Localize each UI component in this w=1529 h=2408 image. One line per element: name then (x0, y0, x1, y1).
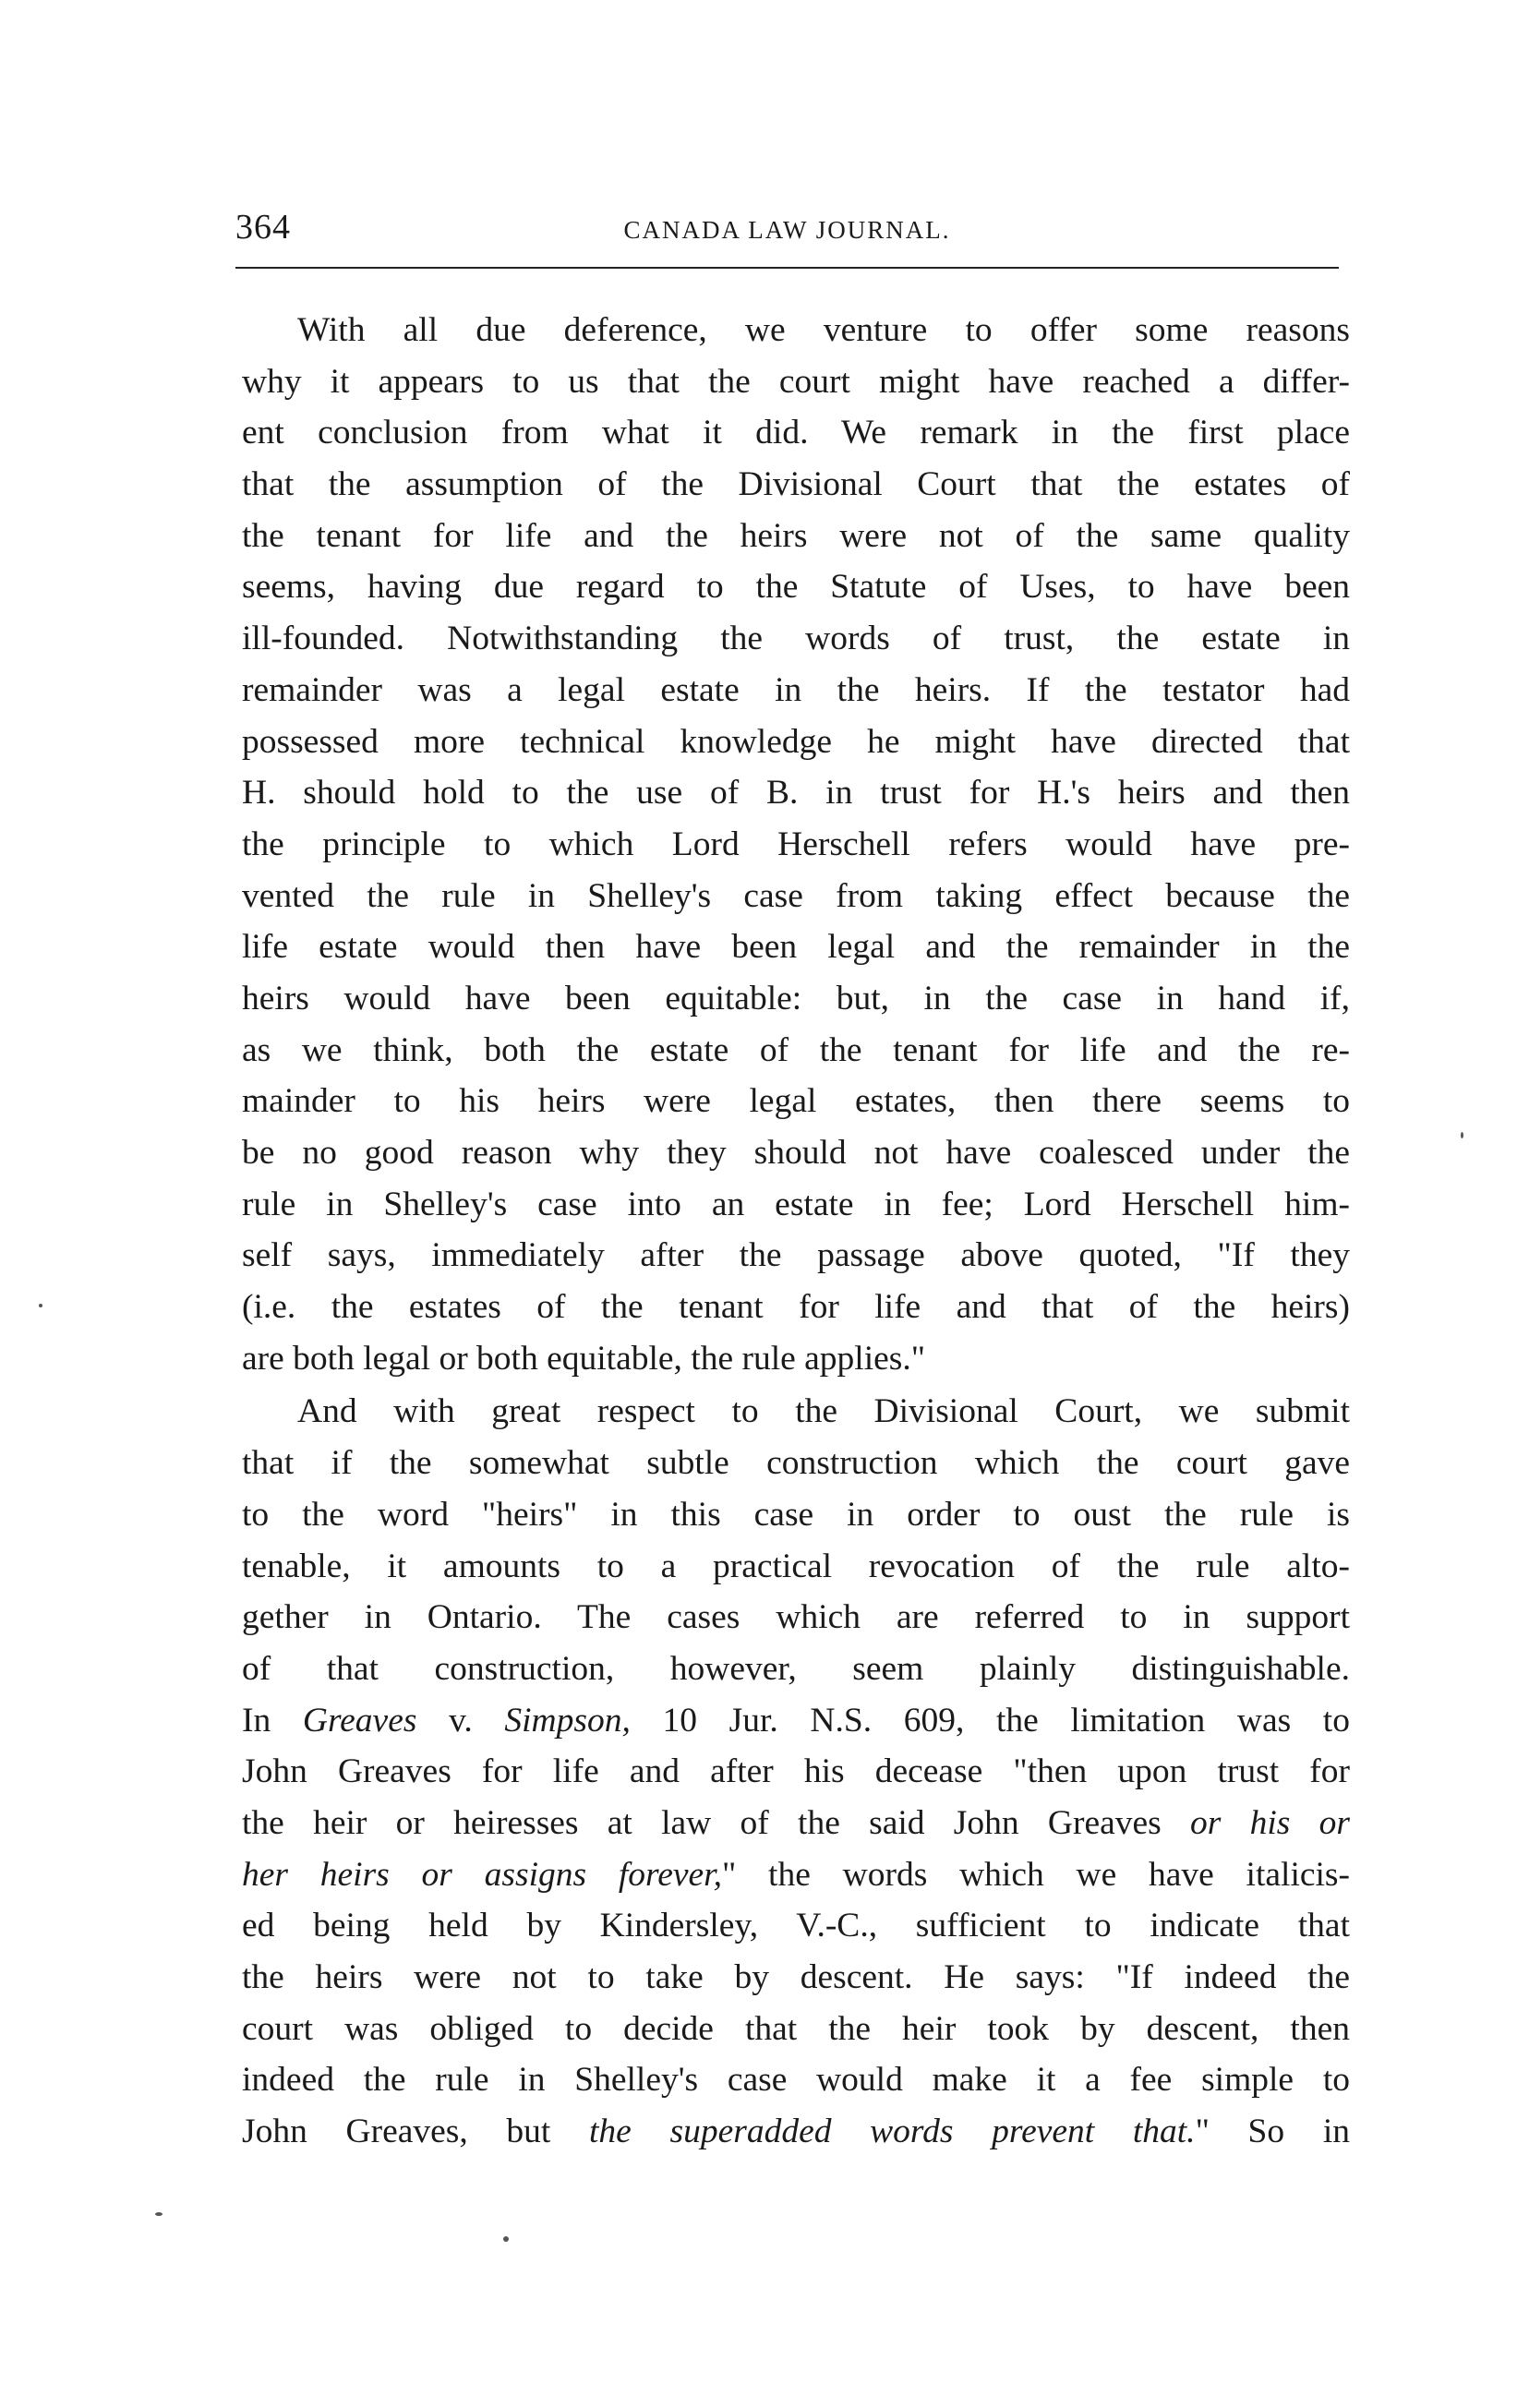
text-line: her heirs or assigns forever," the words which we have italicis- (242, 1855, 1351, 1894)
print-speck (503, 2236, 509, 2242)
case-name-greaves: Greaves (302, 1701, 417, 1740)
text-line: seems, having due regard to the Statute of Uses, to have been (242, 568, 1350, 607)
page-number: 364 (235, 208, 291, 247)
text-line: vented the rule in Shelley's case from taking effect because the (242, 876, 1350, 915)
print-speck (1461, 1132, 1463, 1138)
text-line: why it appears to us that the court might have reached a differ- (242, 362, 1350, 401)
text-line: the principle to which Lord Herschell refers would have pre- (242, 825, 1350, 863)
case-name-simpson: Simpson, (504, 1701, 631, 1740)
journal-title: CANADA LAW JOURNAL. (623, 216, 951, 244)
text-line: With all due deference, we venture to offer some reasons (297, 311, 1350, 349)
text-line: are both legal or both equitable, the rule applies." (242, 1339, 926, 1378)
text-line: gether in Ontario. The cases which are referred to in support (242, 1598, 1350, 1637)
text-line: life estate would then have been legal and the remainder in the (242, 928, 1350, 967)
text-line: court was obliged to decide that the heir took by descent, then (242, 2009, 1350, 2048)
text-line: be no good reason why they should not have coalesced under the (242, 1134, 1350, 1172)
print-speck (155, 2212, 163, 2216)
text-line: ill-founded. Notwithstanding the words of trust, the estate in (242, 620, 1350, 658)
text-line: that the assumption of the Divisional Court that the estates of (242, 465, 1350, 504)
text-line: heirs would have been equitable: but, in the case in hand if, (242, 979, 1350, 1017)
text-line: John Greaves for life and after his decease "then upon trust for (242, 1752, 1350, 1791)
text-line: (i.e. the estates of the tenant for life and that of the heirs) (242, 1288, 1350, 1327)
text-line: mainder to his heirs were legal estates, then there seems to (242, 1082, 1350, 1121)
text-line: possessed more technical knowledge he might have directed that (242, 722, 1350, 761)
text-line: the heir or heiresses at law of the said John Greaves or his or (242, 1803, 1350, 1842)
text-line: the heirs were not to take by descent. He says: "If indeed the (242, 1958, 1350, 1996)
text-line: the tenant for life and the heirs were not of the same quality (242, 516, 1350, 555)
text-line: ed being held by Kindersley, V.-C., sufficient to indicate that (242, 1907, 1350, 1945)
text-line: indeed the rule in Shelley's case would make it a fee simple to (242, 2061, 1350, 2100)
text-line: John Greaves, but the superadded words prevent that." So in (242, 2113, 1350, 2151)
text-line: remainder was a legal estate in the heirs. If the testator had (242, 670, 1350, 709)
article-body (242, 305, 1350, 2158)
text-line: tenable, it amounts to a practical revocation of the rule alto- (242, 1547, 1350, 1585)
text-line: H. should hold to the use of B. in trust for H.'s heirs and then (242, 774, 1350, 813)
text-line: that if the somewhat subtle construction which the court gave (242, 1444, 1350, 1483)
text-line-case-citation: In Greaves v. Simpson, 10 Jur. N.S. 609, the limitation was to (242, 1701, 1350, 1740)
text-line: self says, immediately after the passage above quoted, "If they (242, 1236, 1350, 1275)
text-line: of that construction, however, seem plainly distinguishable. (242, 1649, 1350, 1688)
print-speck (39, 1304, 42, 1307)
paragraph-1 (242, 305, 1350, 1384)
text-line: rule in Shelley's case into an estate in fee; Lord Herschell him- (242, 1185, 1350, 1223)
text-line: as we think, both the estate of the tenant for life and the re- (242, 1030, 1350, 1069)
running-head (235, 198, 1339, 249)
header-rule (235, 267, 1339, 269)
text-line: And with great respect to the Divisional Court, we submit (297, 1392, 1350, 1431)
italic-phrase: her heirs or assigns forever, (242, 1855, 722, 1894)
text-line: to the word "heirs" in this case in order to oust the rule is (242, 1495, 1350, 1534)
text-line: ent conclusion from what it did. We remark in the first place (242, 414, 1350, 452)
italic-phrase: or his or (1190, 1803, 1350, 1842)
italic-phrase: the superadded words prevent that. (589, 2113, 1196, 2151)
paragraph-2 (242, 1386, 1350, 2157)
